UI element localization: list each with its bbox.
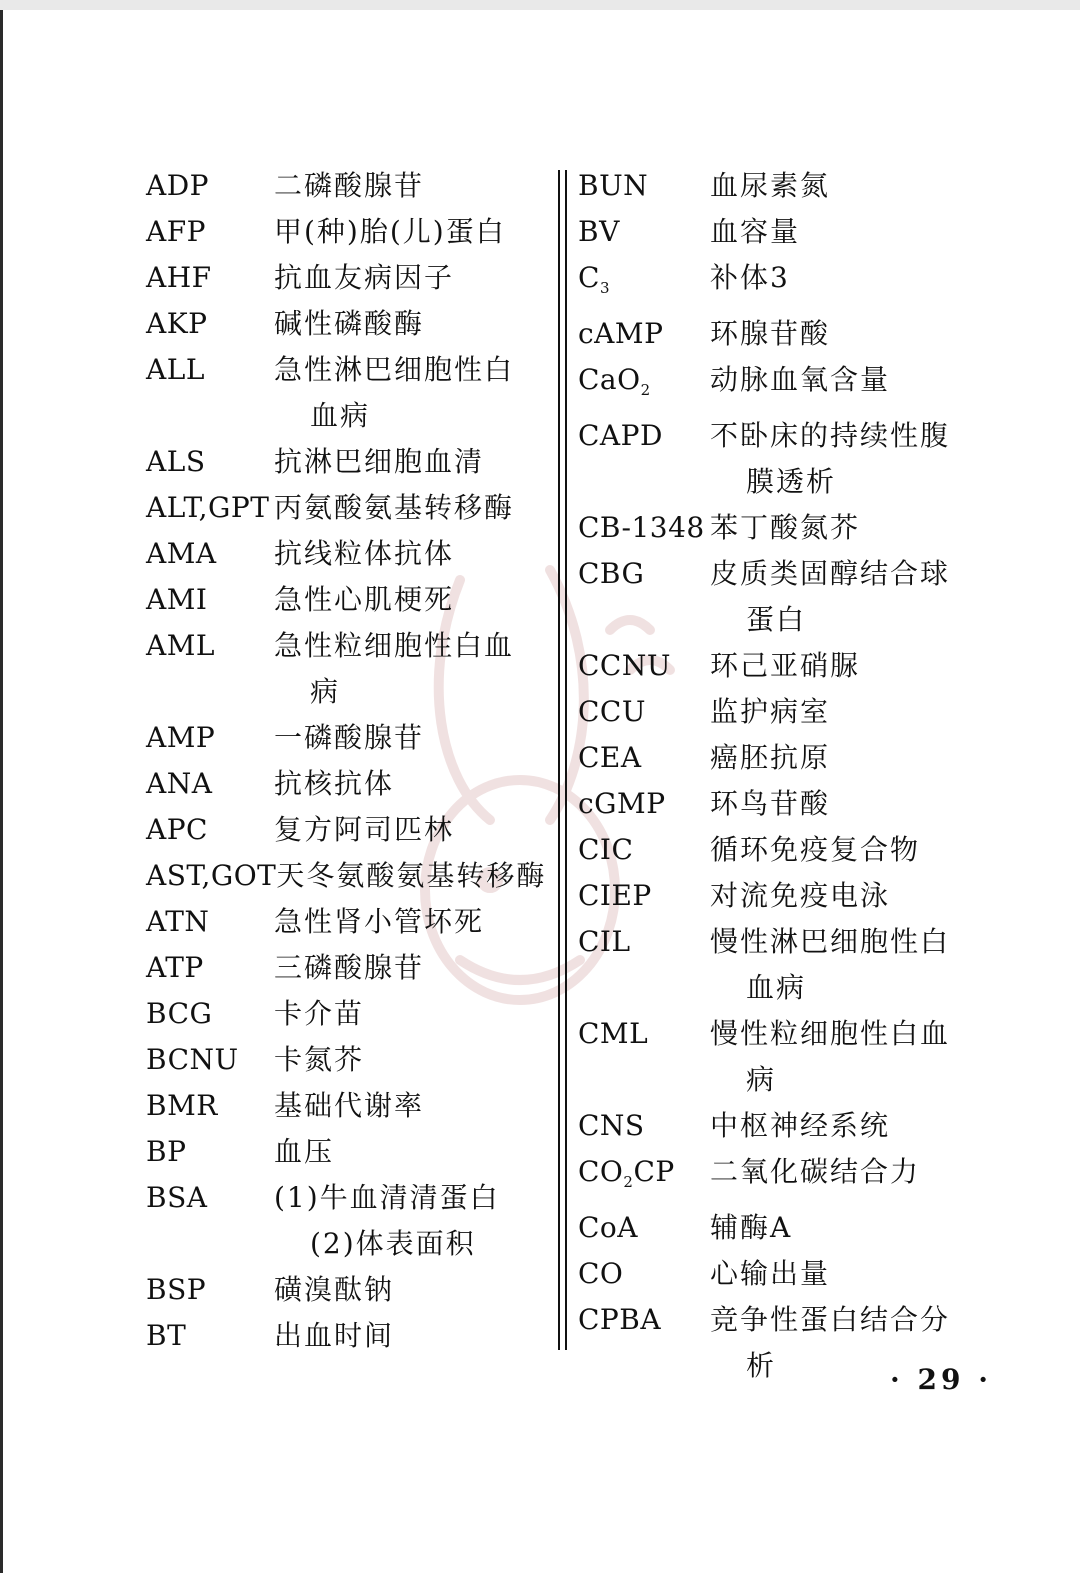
definition: 竞争性蛋白结合分 [710,1303,951,1336]
glossary-row [146,1083,556,1129]
definition: 磺溴酞钠 [274,1273,395,1306]
abbreviation: ANA [146,767,213,800]
abbreviation: CNS [578,1109,645,1142]
column-divider [558,170,560,1350]
glossary-row [578,781,998,827]
glossary-row [146,255,556,301]
abbreviation: APC [146,813,208,846]
definition: 急性粒细胞性白血 [274,629,515,662]
abbreviation: CML [578,1017,649,1050]
definition: 环鸟苷酸 [710,787,831,820]
glossary-row [146,347,556,393]
abbreviation: BMR [146,1089,218,1122]
glossary-row [146,577,556,623]
definition: 急性心肌梗死 [274,583,455,616]
abbreviation [578,357,710,413]
glossary-row [578,551,998,597]
glossary-row [578,1251,998,1297]
abbreviation: cAMP [578,317,664,350]
definition: 皮质类固醇结合球 [710,557,951,590]
glossary-row [578,643,998,689]
abbreviation-subscript: 3 [599,279,610,297]
abbreviation-main: CaO [578,363,641,396]
definition: 慢性粒细胞性白血 [710,1017,951,1050]
definition: 抗线粒体抗体 [274,537,455,570]
abbreviation: CEA [578,741,642,774]
definition: 二氧化碳结合力 [710,1155,921,1188]
abbreviation [578,255,710,311]
glossary-row [146,1267,556,1313]
glossary-row [578,1103,998,1149]
abbreviation-tail: CP [633,1155,675,1188]
abbreviation: ALL [146,353,205,386]
definition: 卡氮芥 [274,1043,365,1076]
abbreviation: AKP [146,307,208,340]
glossary-row [146,945,556,991]
abbreviation: CIC [578,833,634,866]
definition: 中枢神经系统 [710,1109,891,1142]
definition: 不卧床的持续性腹 [710,419,951,452]
glossary-row [146,899,556,945]
glossary-row [146,715,556,761]
definition: 血病 [310,399,371,432]
scan-left-edge [0,10,3,1573]
definition: 复方阿司匹林 [274,813,455,846]
definition: 急性淋巴细胞性白 [274,353,515,386]
definition: 血病 [746,971,807,1004]
abbreviation: CIEP [578,879,652,912]
definition: 二磷酸腺苷 [274,169,425,202]
column-divider [565,170,567,1350]
abbreviation: ATP [146,951,204,984]
abbreviation: CO [578,1257,624,1290]
abbreviation-subscript: 2 [623,1173,634,1191]
glossary-row [578,459,998,505]
glossary-row [146,163,556,209]
abbreviation: BT [146,1319,187,1352]
definition: 基础代谢率 [274,1089,425,1122]
abbreviation: CAPD [578,419,663,452]
definition: (1)牛血清清蛋白 [274,1181,500,1214]
scan-top-edge [0,0,1080,10]
glossary-row [578,255,998,311]
glossary-row [578,505,998,551]
abbreviation-main: CO [578,1155,624,1188]
glossary-row [578,689,998,735]
glossary-row [578,597,998,643]
abbreviation: cGMP [578,787,666,820]
definition: 卡介苗 [274,997,365,1030]
definition: 辅酶A [710,1211,793,1244]
glossary-row [146,439,556,485]
definition: 血压 [274,1135,335,1168]
definition: 丙氨酸氨基转移酶 [274,491,515,524]
glossary-row [146,301,556,347]
glossary-row [578,209,998,255]
definition: 循环免疫复合物 [710,833,921,866]
definition: 一磷酸腺苷 [274,721,425,754]
definition: 天冬氨酸氨基转移酶 [276,859,547,892]
page-number: · 29 · [890,1363,992,1396]
glossary-row [146,991,556,1037]
definition: 血尿素氮 [710,169,831,202]
abbreviation: ATN [146,905,210,938]
abbreviation: AST,GOT [146,859,277,892]
glossary-row [578,1205,998,1251]
glossary-row [146,209,556,255]
abbreviation: AMI [146,583,208,616]
definition: 三磷酸腺苷 [274,951,425,984]
definition: 环腺苷酸 [710,317,831,350]
definition: 蛋白 [746,603,807,636]
definition: 病 [746,1063,777,1096]
glossary-row [146,1129,556,1175]
definition: 甲(种)胎(儿)蛋白 [274,215,506,248]
glossary-row [578,1057,998,1103]
abbreviation: CPBA [578,1303,662,1336]
abbreviation: CCNU [578,649,671,682]
glossary-row [146,531,556,577]
abbreviation: CoA [578,1211,639,1244]
definition: 动脉血氧含量 [710,363,891,396]
abbreviation: ADP [146,169,210,202]
glossary-row [146,853,556,899]
glossary-row [146,623,556,669]
glossary-row [578,919,998,965]
abbreviation: AHF [146,261,212,294]
glossary-row [146,393,556,439]
definition: 补体3 [710,261,790,294]
definition: 环己亚硝脲 [710,649,861,682]
abbreviation: AFP [146,215,206,248]
glossary-row [146,669,556,715]
definition: 苯丁酸氮芥 [710,511,861,544]
definition: 膜透析 [746,465,837,498]
abbreviation: AMA [146,537,217,570]
abbreviation: CB-1348 [578,511,705,544]
abbreviation: AMP [146,721,216,754]
definition: 出血时间 [274,1319,395,1352]
glossary-row [146,761,556,807]
abbreviation: ALT,GPT [146,491,270,524]
abbreviation: BCG [146,997,213,1030]
definition: 心输出量 [710,1257,831,1290]
glossary-row [146,1175,556,1221]
glossary-row [146,807,556,853]
definition: 碱性磷酸酶 [274,307,425,340]
abbreviation: BP [146,1135,187,1168]
abbreviation: CCU [578,695,646,728]
abbreviation: CBG [578,557,645,590]
glossary-row [146,485,556,531]
glossary-row [578,1011,998,1057]
definition: 析 [746,1349,777,1382]
definition: 病 [310,675,341,708]
glossary-row [578,1297,998,1343]
glossary-row [578,735,998,781]
abbreviation: BUN [578,169,649,202]
right-glossary-column [578,163,998,1389]
glossary-row [578,1149,998,1205]
glossary-row [578,873,998,919]
definition: 抗淋巴细胞血清 [274,445,485,478]
definition: 抗血友病因子 [274,261,455,294]
abbreviation: BCNU [146,1043,239,1076]
abbreviation-subscript: 2 [640,381,651,399]
definition: 血容量 [710,215,801,248]
glossary-row [578,357,998,413]
abbreviation: BSP [146,1273,207,1306]
abbreviation: BSA [146,1181,208,1214]
definition: 抗核抗体 [274,767,395,800]
definition: 监护病室 [710,695,831,728]
glossary-row [578,311,998,357]
abbreviation-main: C [578,261,600,294]
definition: 癌胚抗原 [710,741,831,774]
abbreviation: BV [578,215,620,248]
abbreviation: ALS [146,445,206,478]
glossary-row [578,413,998,459]
left-glossary-column [146,163,556,1359]
glossary-row [578,827,998,873]
glossary-row [146,1313,556,1359]
glossary-row [146,1221,556,1267]
abbreviation: AML [146,629,215,662]
definition: 对流免疫电泳 [710,879,891,912]
abbreviation: CIL [578,925,631,958]
definition: (2)体表面积 [310,1227,476,1260]
glossary-row [578,163,998,209]
definition: 急性肾小管坏死 [274,905,485,938]
abbreviation [578,1149,710,1205]
glossary-row [578,965,998,1011]
glossary-row [146,1037,556,1083]
definition: 慢性淋巴细胞性白 [710,925,951,958]
